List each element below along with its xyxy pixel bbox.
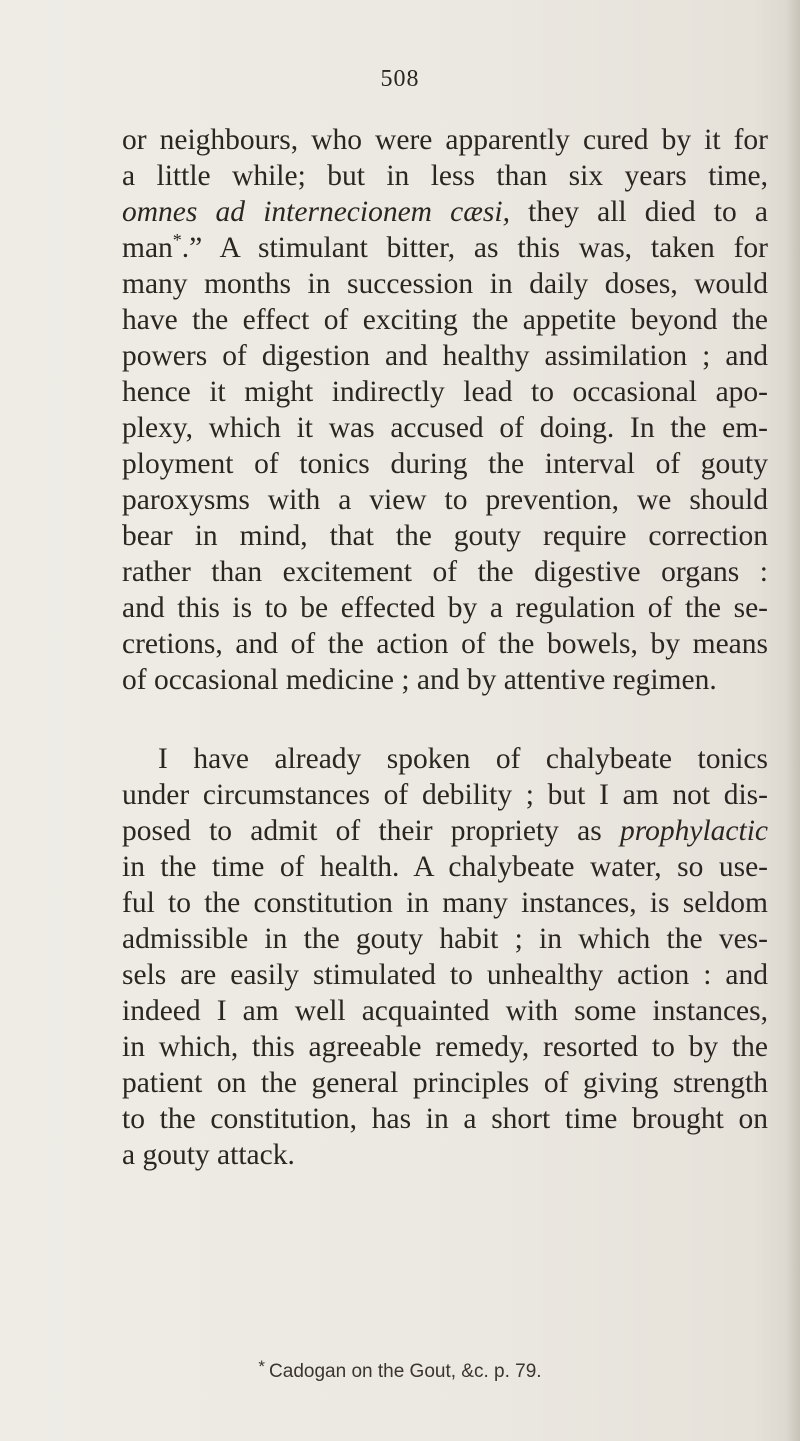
text-line: hence it might indirectly lead to occasional apo- bbox=[122, 376, 768, 408]
text-line: a gouty attack. bbox=[122, 1139, 295, 1171]
footnote-marker: * bbox=[258, 1357, 266, 1376]
text-line: plexy, which it was accused of doing. In the em- bbox=[122, 412, 768, 444]
text-line: indeed I am well acquainted with some instances, bbox=[122, 995, 768, 1027]
latin-quote: omnes ad internecionem cæsi, bbox=[122, 196, 510, 228]
page-number: 508 bbox=[380, 66, 420, 92]
footnote-reference: * bbox=[172, 230, 182, 251]
text-line: admissible in the gouty habit ; in which the ves- bbox=[122, 923, 768, 955]
text-line: many months in succession in daily doses, would bbox=[122, 268, 768, 300]
text-line: ployment of tonics during the interval of gouty bbox=[122, 448, 768, 480]
text-line: to the constitution, has in a short time brought on bbox=[122, 1103, 768, 1135]
text-line: paroxysms with a view to prevention, we should bbox=[122, 484, 768, 516]
text-line: and this is to be effected by a regulation of the se- bbox=[122, 592, 768, 624]
text-line: powers of digestion and healthy assimilation ; and bbox=[122, 340, 768, 372]
text-line: man*.” A stimulant bitter, as this was, taken for bbox=[122, 230, 768, 264]
text-line: in which, this agreeable remedy, resorted to by the bbox=[122, 1031, 768, 1063]
text-line: I have already spoken of chalybeate tonics bbox=[158, 743, 768, 775]
text-line: under circumstances of debility ; but I am not dis- bbox=[122, 779, 768, 811]
latin-term: prophylactic bbox=[619, 815, 768, 847]
text-line: in the time of health. A chalybeate water, so use- bbox=[122, 851, 768, 883]
text-line: of occasional medicine ; and by attentive regimen. bbox=[122, 664, 717, 696]
footnote bbox=[0, 1357, 800, 1383]
text-line: omnes ad internecionem cæsi, they all died to a bbox=[122, 196, 768, 228]
footnote-text: Cadogan on the Gout, &c. p. 79. bbox=[269, 1361, 542, 1382]
text-line: cretions, and of the action of the bowels, by means bbox=[122, 628, 768, 660]
text-line: posed to admit of their propriety as prophylactic bbox=[122, 815, 768, 847]
page-edge-shadow bbox=[786, 0, 800, 1441]
text-line: a little while; but in less than six years time, bbox=[122, 160, 768, 192]
text-line: patient on the general principles of giving strength bbox=[122, 1067, 768, 1099]
text-line: rather than excitement of the digestive organs : bbox=[122, 556, 768, 588]
text-line: bear in mind, that the gouty require correction bbox=[122, 520, 768, 552]
text-line: sels are easily stimulated to unhealthy action : and bbox=[122, 959, 768, 991]
text-line: or neighbours, who were apparently cured by it for bbox=[122, 124, 768, 156]
text-line: ful to the constitution in many instances, is seldom bbox=[122, 887, 768, 919]
text-line: have the effect of exciting the appetite beyond the bbox=[122, 304, 768, 336]
